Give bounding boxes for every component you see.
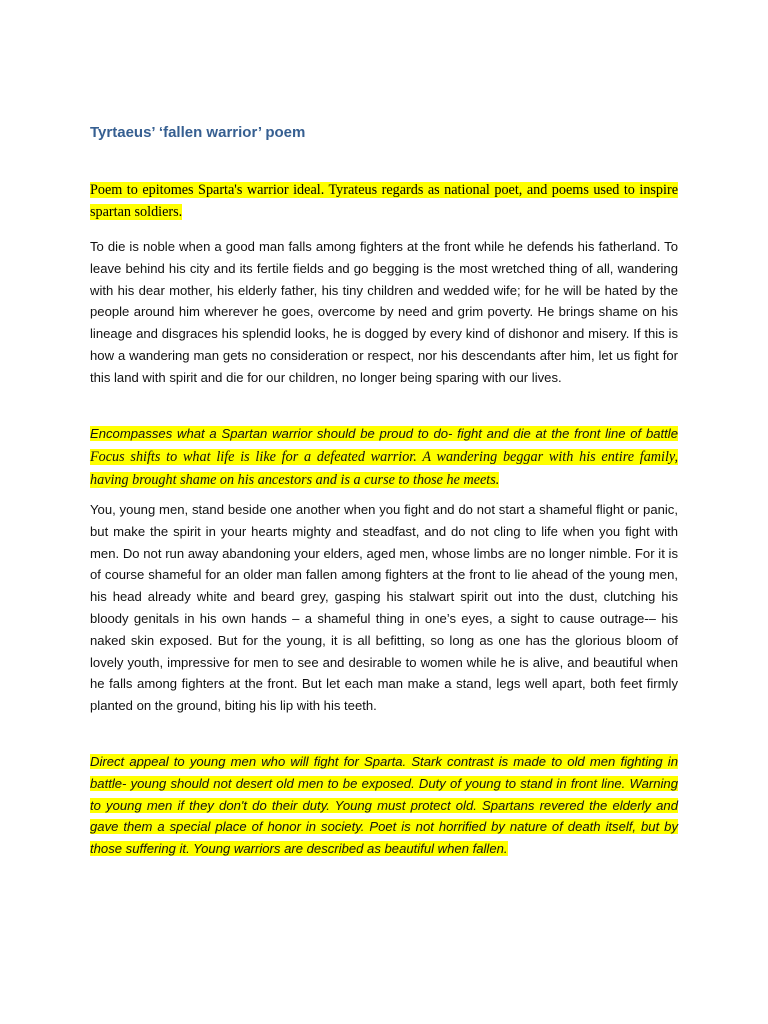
note-intro-text: Poem to epitomes Sparta's warrior ideal. Tyrateus regards as national poet, and poems used to inspire spartan soldiers.: [90, 182, 678, 220]
highlighted-note-intro: [90, 180, 678, 223]
poem-paragraph-1: To die is noble when a good man falls among fighters at the front while he defends his fatherland. To leave behind his city and its fertile fields and go begging is the most wretched thing of all, wandering with his dear mother, his elderly father, his tiny children and wedded wife; for he will be hated by the people around him wherever he goes, overcome by need and grim poverty. He brings shame on his lineage and disgraces his splendid looks, he is dogged by every kind of dishonor and misery. If this is how a wandering man gets no consideration or respect, nor his descendants after him, let us fight for this land with spirit and die for our children, no longer being sparing with our lives.: [90, 239, 678, 385]
highlighted-note-2: [90, 423, 678, 491]
page-title: Tyrtaeus’ ‘fallen warrior’ poem: [90, 124, 306, 141]
note-2-serif-text: Focus shifts to what life is like for a defeated warrior. A wandering beggar with his entire family, having brought shame on his ancestors and is a curse to those he meets.: [90, 448, 678, 488]
highlighted-note-3: [90, 751, 678, 860]
note-2-sans-text: Encompasses what a Spartan warrior should be proud to do- fight and die at the front line of battle: [90, 426, 678, 441]
poem-paragraph-2: You, young men, stand beside one another when you fight and do not start a shameful flight or panic, but make the spirit in your hearts mighty and steadfast, and do not cling to life when you fight with men. Do not run away abandoning your elders, aged men, whose limbs are no longer nimble. For it is of course shameful for an older man fallen among fighters at the front to lie ahead of the young men, his head already white and beard grey, gasping his stalwart spirit out into the dust, clutching his bloody genitals in his own hands – a shameful thing in one’s eyes, a sight to cause outrage-– his naked skin exposed. But for the young, it is all befitting, so long as one has the glorious bloom of lovely youth, impressive for men to see and desirable to women while he is alive, and beautiful when he falls among fighters at the front. But let each man make a stand, legs well apart, both feet firmly planted on the ground, biting his lip with his teeth.: [90, 502, 678, 714]
note-3-text: Direct appeal to young men who will fight for Sparta. Stark contrast is made to old men fighting in battle- young should not desert old men to be exposed. Duty of young to stand in front line. Warning to young men if they don't do their duty. Young must protect old. Spartans revered the elderly and gave them a special place of honor in society. Poet is not horrified by nature of death itself, but by those suffering it. Young warriors are described as beautiful when fallen.: [90, 754, 678, 857]
